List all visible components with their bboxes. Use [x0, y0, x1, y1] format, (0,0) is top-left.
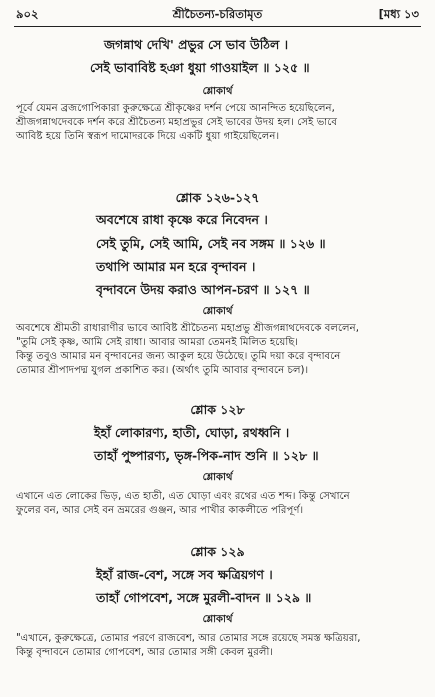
paragraph-line: ফুলের বন, আর সেই বন ভ্রমরের গুঞ্জন, আর পাখীর কাকলীতে পরিপূর্ণ।	[16, 505, 304, 516]
paragraph-line: "তুমি সেই কৃষ্ণ, আমি সেই রাধা। আবার আমরা তেমনই মিলিত হয়েছি।	[16, 337, 299, 348]
verse-heading: শ্লোক ১২৯	[190, 544, 245, 559]
translation-paragraph	[16, 490, 419, 518]
verse-line: তাহাঁ গোপবেশ, সঙ্গে মুরলী-বাদন ॥ ১২৯ ॥	[96, 590, 312, 605]
page-number: ৯০২	[16, 7, 39, 21]
chapter-marker: [মধ্য ১৩	[378, 7, 419, 21]
verse-heading: শ্লোক ১২৮	[190, 402, 245, 417]
paragraph-line: কিন্তু বৃন্দাবনে তোমার গোপবেশ, আর তোমার সঙ্গী কেবল মুরলী।	[16, 647, 274, 658]
verse-line: সেই ভাবাবিষ্ট হঞা ধুয়া গাওয়াইল ॥ ১২৫ ॥	[90, 60, 310, 75]
running-header	[14, 4, 421, 27]
translation-paragraph	[16, 632, 419, 660]
verse-line: বৃন্দাবনে উদয় করাও আপন-চরণ ॥ ১২৭ ॥	[96, 282, 310, 297]
paragraph-line: পূর্বে যেমন ব্রজগোপিকারা কুরুক্ষেত্রে শ্রীকৃষ্ণের দর্শন পেয়ে আনন্দিত হয়েছিলেন,	[16, 103, 335, 114]
verse-line: ইহাঁ রাজ-বেশ, সঙ্গে সব ক্ষত্রিয়গণ ।	[96, 567, 273, 582]
verse-line: অবশেষে রাধা কৃষ্ণে করে নিবেদন ।	[96, 212, 268, 227]
verse-heading: শ্লোক ১২৬-১২৭	[175, 190, 260, 205]
paragraph-line: আবিষ্ট হয়ে তিনি স্বরূপ দামোদরকে দিয়ে একটি ধুয়া গাইয়েছিলেন।	[16, 131, 280, 142]
translation-label: শ্লোকার্থ	[202, 472, 233, 483]
book-title: শ্রীচৈতন্য-চরিতামৃত	[172, 7, 263, 21]
paragraph-line: শ্রীজগন্নাথদেবকে দর্শন করে শ্রীচৈতন্য মহাপ্রভুর সেই ভাবের উদয় হল। সেই ভাবে	[16, 117, 337, 128]
verse-line: তথাপি আমার মন হরে বৃন্দাবন ।	[96, 259, 256, 274]
translation-label: শ্লোকার্থ	[202, 614, 233, 625]
verse-line: ইহাঁ লোকারণ্য, হাতী, ঘোড়া, রথধ্বনি ।	[94, 425, 290, 440]
paragraph-line: তোমার শ্রীপাদপদ্ম যুগল প্রকাশিত কর। (অর্থাৎ তুমি আবার বৃন্দাবনে চল)।	[16, 365, 309, 376]
paragraph-line: এখানে এত লোকের ভিড়, এত হাতী, এত ঘোড়া এবং রথের এত শব্দ। কিন্তু সেখানে	[16, 491, 350, 502]
paragraph-line: কিন্তু তবুও আমার মন বৃন্দাবনের জন্য আকুল হয়ে উঠেছে। তুমি দয়া করে বৃন্দাবনে	[16, 351, 341, 362]
verse-line: সেই তুমি, সেই আমি, সেই নব সঙ্গম ॥ ১২৬ ॥	[96, 236, 326, 251]
paragraph-line: অবশেষে শ্রীমতী রাধারাণীর ভাবে আবিষ্ট শ্রীচৈতন্য মহাপ্রভু শ্রীজগন্নাথদেবকে বললেন,	[16, 323, 359, 334]
translation-paragraph	[16, 322, 419, 378]
translation-label: শ্লোকার্থ	[202, 306, 233, 317]
translation-paragraph	[16, 102, 419, 144]
verse-line: তাহাঁ পুষ্পারণ্য, ভৃঙ্গ-পিক-নাদ শুনি ॥ ১২৮ ॥	[94, 448, 319, 463]
translation-label: শ্লোকার্থ	[202, 86, 233, 97]
paragraph-line: "এখানে, কুরুক্ষেত্রে, তোমার পরণে রাজবেশ, আর তোমার সঙ্গে রয়েছে সমস্ত ক্ষত্রিয়রা,	[16, 633, 361, 644]
verse-line: জগন্নাথ দেখি' প্রভুর সে ভাব উঠিল ।	[104, 37, 289, 52]
